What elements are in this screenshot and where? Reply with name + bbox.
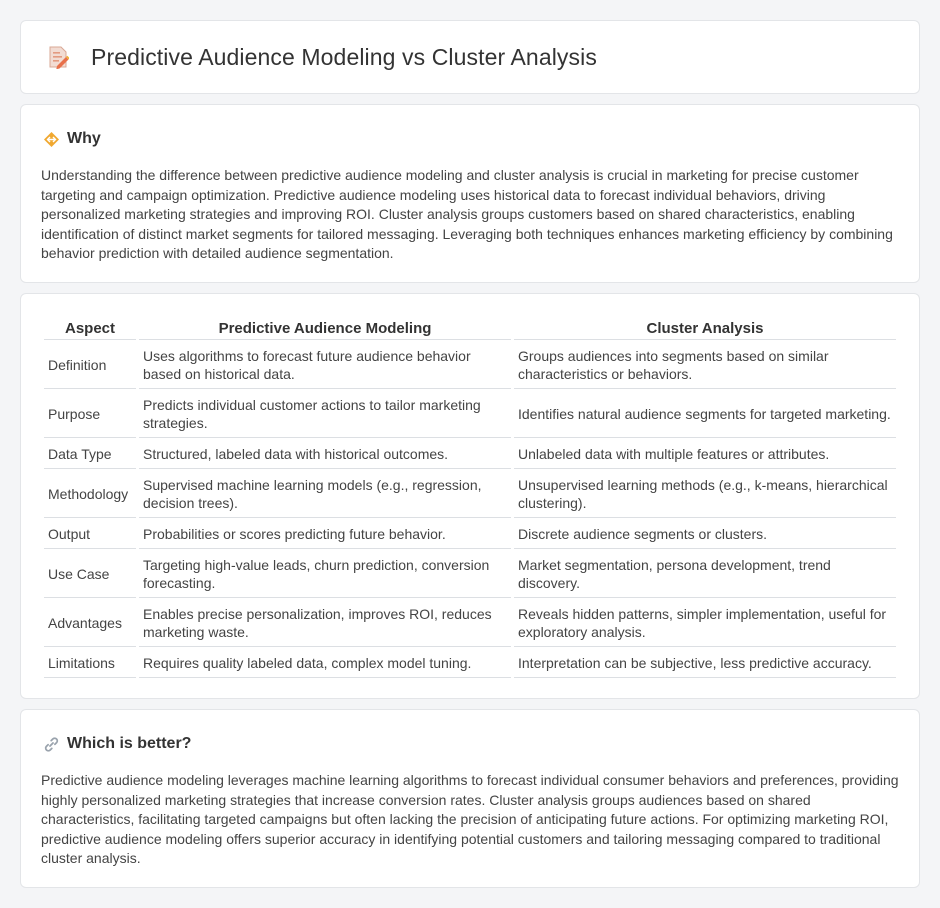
predictive-cell: Requires quality labeled data, complex model tuning. [139, 649, 511, 678]
why-section [20, 104, 920, 283]
table-row [44, 649, 896, 678]
title-card [20, 20, 920, 94]
which-is-better-title: Which is better? [67, 735, 192, 752]
predictive-cell: Enables precise personalization, improves ROI, reduces marketing waste. [139, 600, 511, 647]
which-is-better-section [20, 709, 920, 888]
predictive-cell: Targeting high-value leads, churn prediction, conversion forecasting. [139, 551, 511, 598]
predictive-cell: Uses algorithms to forecast future audience behavior based on historical data. [139, 342, 511, 389]
diamond-arrows-icon [43, 131, 60, 148]
table-row [44, 600, 896, 647]
predictive-cell: Structured, labeled data with historical outcomes. [139, 440, 511, 469]
aspect-cell: Advantages [44, 600, 136, 647]
aspect-cell: Data Type [44, 440, 136, 469]
link-icon [43, 736, 60, 753]
aspect-cell: Definition [44, 342, 136, 389]
table-row [44, 391, 896, 438]
cluster-cell: Identifies natural audience segments for targeted marketing. [514, 391, 896, 438]
cluster-cell: Groups audiences into segments based on similar characteristics or behaviors. [514, 342, 896, 389]
table-row [44, 440, 896, 469]
header-cluster-analysis: Cluster Analysis [514, 318, 896, 340]
comparison-table-card [20, 293, 920, 699]
page-title: Predictive Audience Modeling vs Cluster Analysis [91, 43, 597, 70]
why-text: Understanding the difference between predictive audience modeling and cluster analysis is crucial in marketing for precise customer targeting and campaign optimization. Predictive audience modeling uses historical data to forecast individual behaviors, driving personalized marketing strategies and improving ROI. Cluster analysis groups customers based on shared characteristics, enabling identification of distinct market segments for tailored messaging. Leveraging both techniques enhances marketing efficiency by combining behavior prediction with detailed audience segmentation. [41, 167, 893, 262]
predictive-cell: Predicts individual customer actions to tailor marketing strategies. [139, 391, 511, 438]
cluster-cell: Reveals hidden patterns, simpler implementation, useful for exploratory analysis. [514, 600, 896, 647]
predictive-cell: Probabilities or scores predicting future behavior. [139, 520, 511, 549]
cluster-cell: Market segmentation, persona development, trend discovery. [514, 551, 896, 598]
document-pencil-icon [47, 45, 69, 69]
predictive-cell: Supervised machine learning models (e.g., regression, decision trees). [139, 471, 511, 518]
table-row [44, 342, 896, 389]
header-aspect: Aspect [44, 318, 136, 340]
cluster-cell: Interpretation can be subjective, less predictive accuracy. [514, 649, 896, 678]
aspect-cell: Methodology [44, 471, 136, 518]
header-predictive-audience-modeling: Predictive Audience Modeling [139, 318, 511, 340]
aspect-cell: Limitations [44, 649, 136, 678]
which-is-better-text: Predictive audience modeling leverages machine learning algorithms to forecast individual consumer behaviors and preferences, providing highly personalized marketing strategies that increase conversion rates. Cluster analysis groups audiences based on shared characteristics, facilitating targeted campaigns but often lacking the precision of anticipating future actions. For optimizing marketing ROI, predictive audience modeling offers superior accuracy in identifying potential customers and tailoring messaging compared to traditional cluster analysis. [41, 772, 899, 867]
cluster-cell: Discrete audience segments or clusters. [514, 520, 896, 549]
aspect-cell: Use Case [44, 551, 136, 598]
aspect-cell: Output [44, 520, 136, 549]
comparison-table [41, 316, 899, 680]
cluster-cell: Unlabeled data with multiple features or attributes. [514, 440, 896, 469]
table-row [44, 471, 896, 518]
table-row [44, 520, 896, 549]
table-row [44, 551, 896, 598]
cluster-cell: Unsupervised learning methods (e.g., k-means, hierarchical clustering). [514, 471, 896, 518]
aspect-cell: Purpose [44, 391, 136, 438]
why-title: Why [67, 130, 101, 147]
